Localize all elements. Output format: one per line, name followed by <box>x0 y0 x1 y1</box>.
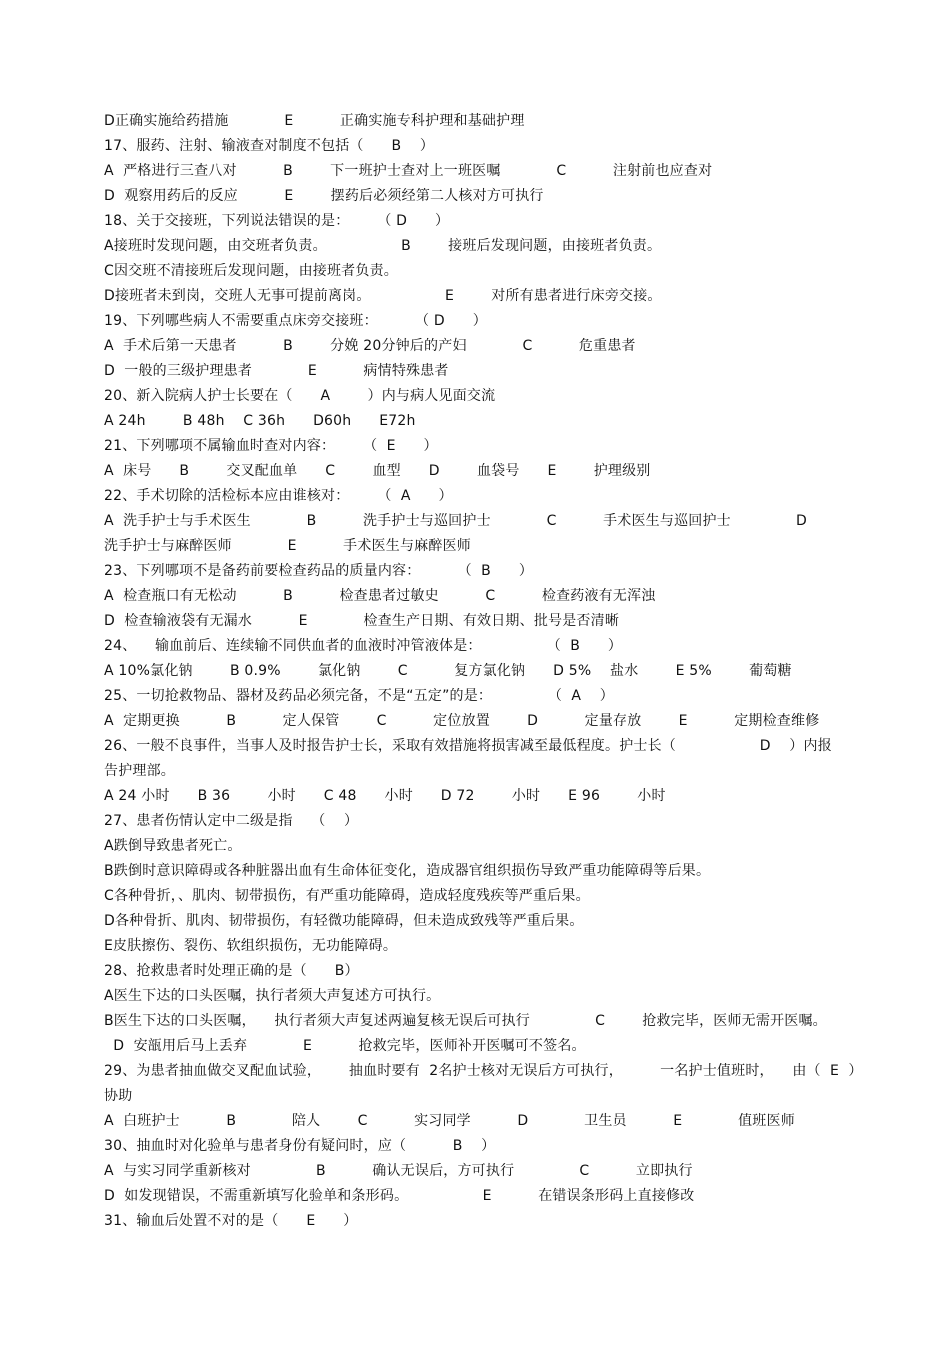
options-line: A 严格进行三查八对 B 下一班护士查对上一班医嘱 C 注射前也应查对 <box>104 163 713 179</box>
options-line: D各种骨折、肌肉、韧带损伤，有轻微功能障碍，但未造成致残等严重后果。 <box>104 913 584 929</box>
question-28: 28、抢救患者时处理正确的是（ B） <box>104 963 359 979</box>
options-line: D 检查输液袋有无漏水 E 检查生产日期、有效日期、批号是否清晰 <box>104 613 620 629</box>
question-19: 19、下列哪些病人不需要重点床旁交接班： （ D ） <box>104 313 487 329</box>
question-22: 22、手术切除的活检标本应由谁核对： （ A ） <box>104 488 453 504</box>
question-31: 31、输血后处置不对的是（ E ） <box>104 1213 358 1229</box>
options-line: A 检查瓶口有无松动 B 检查患者过敏史 C 检查药液有无浑浊 <box>104 588 656 604</box>
options-line: A 24 小时 B 36 小时 C 48 小时 D 72 小时 E 96 小时 <box>104 788 666 804</box>
options-line: A 手术后第一天患者 B 分娩 20分钟后的产妇 C 危重患者 <box>104 338 636 354</box>
question-26-cont: 告护理部。 <box>104 763 175 779</box>
options-line: A医生下达的口头医嘱，执行者须大声复述方可执行。 <box>104 988 441 1004</box>
text-line: D正确实施给药措施 E 正确实施专科护理和基础护理 <box>104 113 525 129</box>
options-line: D 安瓿用后马上丢弃 E 抢救完毕，医师补开医嘱可不签名。 <box>104 1038 586 1054</box>
options-line: A 与实习同学重新核对 B 确认无误后，方可执行 C 立即执行 <box>104 1163 693 1179</box>
options-line: A 白班护士 B 陪人 C 实习同学 D 卫生员 E 值班医师 <box>104 1113 795 1129</box>
options-line: A跌倒导致患者死亡。 <box>104 838 242 854</box>
options-line: 洗手护士与麻醉医师 E 手术医生与麻醉医师 <box>104 538 471 554</box>
question-21: 21、下列哪项不属输血时查对内容： （ E ） <box>104 438 438 454</box>
options-line: E皮肤擦伤、裂伤、软组织损伤，无功能障碍。 <box>104 938 398 954</box>
options-line: D 如发现错误，不需重新填写化验单和条形码。 E 在错误条形码上直接修改 <box>104 1188 695 1204</box>
options-line: D 一般的三级护理患者 E 病情特殊患者 <box>104 363 449 379</box>
question-29: 29、为患者抽血做交叉配血试验， 抽血时要有 2名护士核对无误后方可执行， 一名护士值班时， 由（ E ） <box>104 1063 863 1079</box>
question-20: 20、新入院病人护士长要在（ A ）内与病人见面交流 <box>104 388 496 404</box>
options-line: C因交班不清接班后发现问题，由接班者负责。 <box>104 263 398 279</box>
question-25: 25、一切抢救物品、器材及药品必须完备，不是“五定”的是： （ A ） <box>104 688 614 704</box>
options-line: C各种骨折，、肌肉、韧带损伤，有严重功能障碍，造成轻度残疾等严重后果。 <box>104 888 590 904</box>
question-17: 17、服药、注射、输液查对制度不包括（ B ） <box>104 138 435 154</box>
question-30: 30、抽血时对化验单与患者身份有疑问时，应（ B ） <box>104 1138 496 1154</box>
options-line: A 床号 B 交叉配血单 C 血型 D 血袋号 E 护理级别 <box>104 463 651 479</box>
options-line: B跌倒时意识障碍或各种脏器出血有生命体征变化，造成器官组织损伤导致严重功能障碍等后果。 <box>104 863 711 879</box>
options-line: A 24h B 48h C 36h D60h E72h <box>104 413 416 429</box>
question-23: 23、下列哪项不是备药前要检查药品的质量内容： （ B ） <box>104 563 534 579</box>
options-line: A 10%氯化钠 B 0.9% 氯化钠 C 复方氯化钠 D 5% 盐水 E 5% 葡萄糖 <box>104 663 792 679</box>
options-line: D接班者未到岗，交班人无事可提前离岗。 E 对所有患者进行床旁交接。 <box>104 288 662 304</box>
options-line: B医生下达的口头医嘱， 执行者须大声复述两遍复核无误后可执行 C 抢救完毕，医师无需开医嘱。 <box>104 1013 827 1029</box>
options-line: A接班时发现问题，由交班者负责。 B 接班后发现问题，由接班者负责。 <box>104 238 662 254</box>
options-line: A 定期更换 B 定人保管 C 定位放置 D 定量存放 E 定期检查维修 <box>104 713 820 729</box>
question-26: 26、一般不良事件，当事人及时报告护士长，采取有效措施将损害减至最低程度。护士长（ D ）内报 <box>104 738 832 754</box>
options-line: A 洗手护士与手术医生 B 洗手护士与巡回护士 C 手术医生与巡回护士 D <box>104 513 807 529</box>
question-18: 18、关于交接班，下列说法错误的是： （ D ） <box>104 213 450 229</box>
question-29-cont: 协助 <box>104 1088 133 1104</box>
question-27: 27、患者伤情认定中二级是指 （ ） <box>104 813 359 829</box>
question-24: 24、 输血前后、连续输不同供血者的血液时冲管液体是： （ B ） <box>104 638 623 654</box>
options-line: D 观察用药后的反应 E 摆药后必须经第二人核对方可执行 <box>104 188 544 204</box>
